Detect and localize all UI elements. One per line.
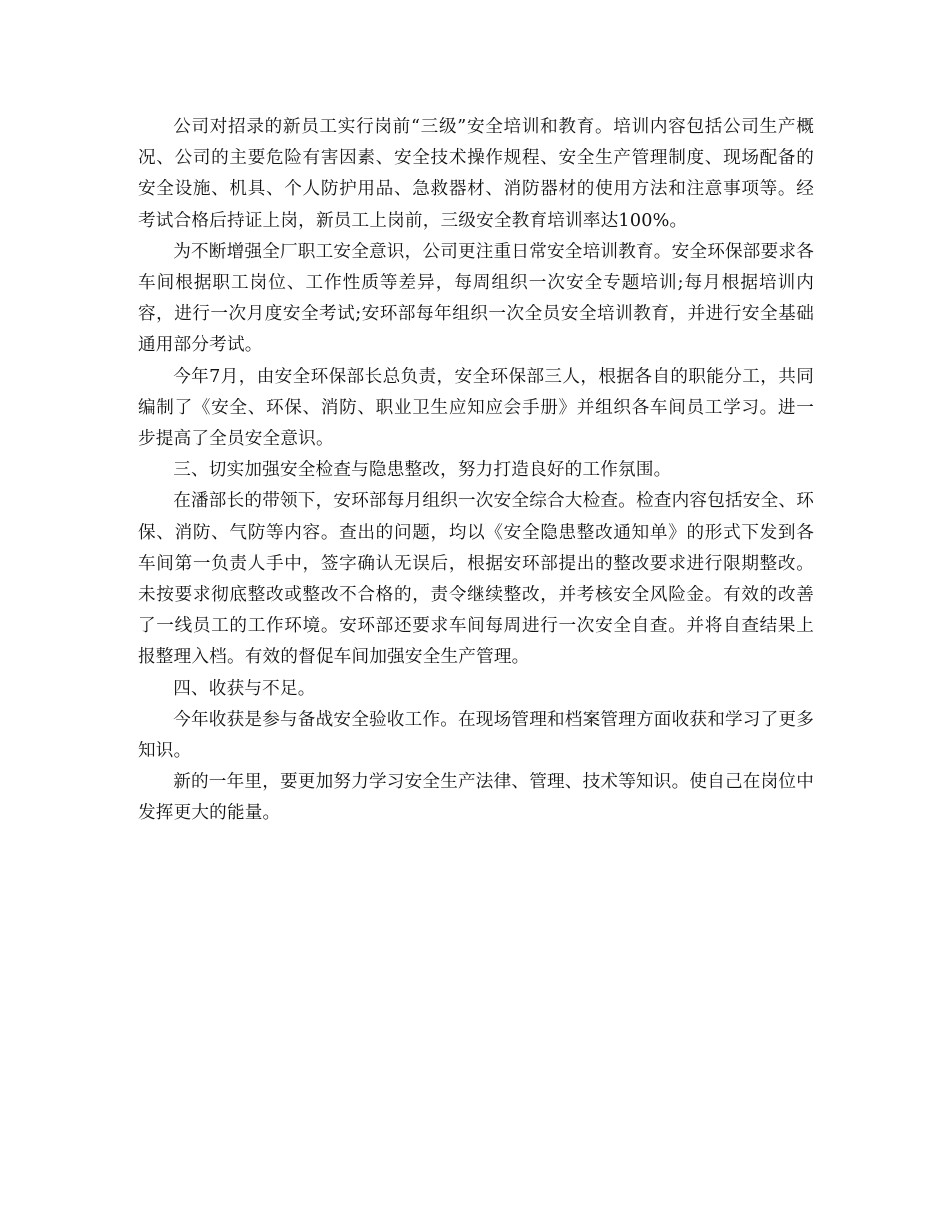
paragraph-new-year: 新的一年里，要更加努力学习安全生产法律、管理、技术等知识。使自己在岗位中发挥更大的能量。: [138, 772, 814, 824]
section-heading-gains: 四、收获与不足。: [173, 678, 316, 699]
paragraph-new-employee-training: 公司对招录的新员工实行岗前“三级”安全培训和教育。培训内容包括公司生产概况、公司的主要危险有害因素、安全技术操作规程、安全生产管理制度、现场配备的安全设施、机具、个人防护用品、急救器材、消防器材的使用方法和注意事项等。经考试合格后持证上岗，新员工上岗前，三级安全教育培训率达100%。: [138, 117, 814, 231]
document-body: [138, 112, 814, 830]
paragraph-gains: 今年收获是参与备战安全验收工作。在现场管理和档案管理方面收获和学习了更多知识。: [138, 709, 814, 762]
paragraph-inspection: 在潘部长的带领下，安环部每月组织一次安全综合大检查。检查内容包括安全、环保、消防、气防等内容。查出的问题，均以《安全隐患整改通知单》的形式下发到各车间第一负责人手中，签字确认无误后，根据安环部提出的整改要求进行限期整改。未按要求彻底整改或整改不合格的，责令继续整改，并考核安全风险金。有效的改善了一线员工的工作环境。安环部还要求车间每周进行一次安全自查。并将自查结果上报整理入档。有效的督促车间加强安全生产管理。: [138, 491, 814, 668]
section-heading-inspection: 三、切实加强安全检查与隐患整改，努力打造良好的工作氛围。: [173, 460, 672, 481]
paragraph-handbook: 今年7月，由安全环保部长总负责，安全环保部三人，根据各自的职能分工，共同编制了《安全、环保、消防、职业卫生应知应会手册》并组织各车间员工学习。进一步提高了全员安全意识。: [138, 366, 814, 450]
paragraph-daily-training: 为不断增强全厂职工安全意识，公司更注重日常安全培训教育。安全环保部要求各车间根据职工岗位、工作性质等差异，每周组织一次安全专题培训;每月根据培训内容，进行一次月度安全考试;安环部每年组织一次全员安全培训教育，并进行安全基础通用部分考试。: [138, 241, 814, 356]
